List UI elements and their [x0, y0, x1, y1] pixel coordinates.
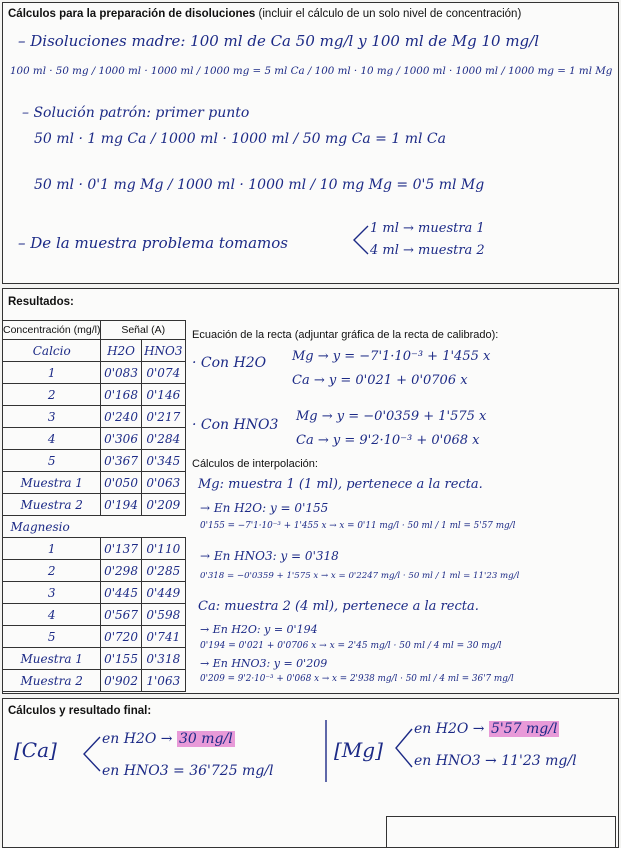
hw-line-madre: – Disoluciones madre: 100 ml de Ca 50 mg/l y 100 ml de Mg 10 mg/l	[18, 32, 540, 50]
table-row	[3, 582, 186, 604]
interp-line: → En H2O: y = 0'194	[200, 623, 318, 636]
cell: 0'240	[101, 406, 141, 428]
cell: 3	[3, 582, 101, 604]
eq-hno3-mg: Mg → y = −0'0359 + 1'575 x	[296, 409, 487, 424]
table-header-row	[3, 321, 186, 340]
cell: 0'318	[141, 648, 185, 670]
section-preparation-title	[8, 8, 521, 20]
cell: 0'298	[101, 560, 141, 582]
cell: 0'284	[141, 428, 185, 450]
hw-line-ca: 50 ml · 1 mg Ca / 1000 ml · 1000 ml / 50 mg Ca = 1 ml Ca	[34, 131, 446, 147]
interp-line: 0'155 = −7'1·10⁻³ + 1'455 x → x = 0'11 mg/l · 50 ml / 1 ml = 5'57 mg/l	[200, 521, 516, 531]
interp-line: 0'194 = 0'021 + 0'0706 x → x = 2'45 mg/l · 50 ml / 4 ml = 30 mg/l	[200, 641, 502, 651]
final-mg-h2o-value: 5'57 mg/l	[490, 721, 558, 737]
cell: 0'074	[141, 362, 185, 384]
interp-line: Ca: muestra 2 (4 ml), pertenece a la recta.	[198, 599, 479, 614]
eq-con-hno3: · Con HNO3	[192, 417, 279, 433]
cell: 0'155	[101, 648, 141, 670]
cell: 5	[3, 626, 101, 648]
table-row	[3, 450, 186, 472]
final-ca-label: [Ca]	[14, 738, 57, 762]
final-mg-label: [Mg]	[334, 738, 383, 762]
cell: 0'567	[101, 604, 141, 626]
cell: 0'598	[141, 604, 185, 626]
table-row	[3, 560, 186, 582]
cell: 0'063	[141, 472, 185, 494]
title-text: Cálculos para la preparación de disoluciones	[8, 8, 256, 20]
table-row	[3, 428, 186, 450]
cell: 2	[3, 384, 101, 406]
cell: 4	[3, 604, 101, 626]
interp-line: → En H2O: y = 0'155	[200, 501, 329, 515]
cell: 0'110	[141, 538, 185, 560]
table-row	[3, 604, 186, 626]
grade-box	[386, 816, 616, 847]
table-row	[3, 406, 186, 428]
table-row	[3, 362, 186, 384]
bracket-ca	[80, 733, 102, 775]
section-results-title: Resultados:	[8, 296, 74, 308]
table-row	[3, 648, 186, 670]
eq-con-h2o: · Con H2O	[192, 355, 267, 371]
cell: 0'345	[141, 450, 185, 472]
table-row	[3, 384, 186, 406]
cell: Muestra 2	[3, 494, 101, 516]
title-note: (incluir el cálculo de un solo nivel de concentración)	[258, 8, 522, 20]
cell: 0'367	[101, 450, 141, 472]
eq-h2o-ca: Ca → y = 0'021 + 0'0706 x	[292, 373, 468, 388]
eq-hno3-ca: Ca → y = 9'2·10⁻³ + 0'068 x	[296, 433, 480, 448]
cell: 0'741	[141, 626, 185, 648]
cell: 2	[3, 560, 101, 582]
results-table	[2, 320, 186, 692]
table-row	[3, 626, 186, 648]
cell: 0'902	[101, 670, 141, 692]
hw-line-muestra2: 4 ml → muestra 2	[370, 243, 485, 258]
bracket-muestra	[350, 222, 370, 258]
cell: 0'083	[101, 362, 141, 384]
interp-line: Mg: muestra 1 (1 ml), pertenece a la recta.	[198, 477, 483, 492]
cell: Muestra 1	[3, 648, 101, 670]
cell: 0'194	[101, 494, 141, 516]
group-label-magnesio: Magnesio	[3, 516, 186, 538]
cell: 5	[3, 450, 101, 472]
final-ca-hno3: en HNO3 = 36'725 mg/l	[102, 763, 274, 779]
cell: 0'209	[141, 494, 185, 516]
cell: Muestra 2	[3, 670, 101, 692]
hw-line-muestra1: 1 ml → muestra 1	[370, 221, 485, 236]
cell: 1	[3, 538, 101, 560]
final-mg-h2o-prefix: en H2O →	[414, 721, 485, 737]
interp-line: 0'209 = 9'2·10⁻³ + 0'068 x → x = 2'938 mg/l · 50 ml / 4 ml = 36'7 mg/l	[200, 674, 514, 684]
cell: Muestra 1	[3, 472, 101, 494]
section-final-title: Cálculos y resultado final:	[8, 705, 152, 717]
interp-line: → En HNO3: y = 0'318	[200, 549, 339, 563]
table-row	[3, 670, 186, 692]
cell: 1	[3, 362, 101, 384]
cell: 0'285	[141, 560, 185, 582]
table-row	[3, 472, 186, 494]
cell: 0'146	[141, 384, 185, 406]
header-signal: Señal (A)	[101, 321, 186, 340]
cell: 0'050	[101, 472, 141, 494]
table-row	[3, 494, 186, 516]
cell: 4	[3, 428, 101, 450]
interpolation-title: Cálculos de interpolación:	[192, 458, 318, 470]
divider-stroke	[322, 718, 330, 784]
cell: 0'445	[101, 582, 141, 604]
cell: 0'168	[101, 384, 141, 406]
final-ca-h2o-value: 30 mg/l	[178, 731, 233, 747]
cell: 0'449	[141, 582, 185, 604]
table-subheader-row	[3, 340, 186, 362]
final-ca-h2o	[102, 732, 235, 746]
final-mg-hno3: en HNO3 → 11'23 mg/l	[414, 753, 577, 769]
equation-title: Ecuación de la recta (adjuntar gráfica de la recta de calibrado):	[192, 329, 499, 341]
cell: 0'720	[101, 626, 141, 648]
hw-line-muestra: – De la muestra problema tomamos	[18, 234, 289, 252]
table-group-magnesio	[3, 516, 186, 538]
interp-line: → En HNO3: y = 0'209	[200, 657, 328, 670]
final-mg-h2o	[414, 722, 559, 736]
subheader-hno3: HNO3	[141, 340, 185, 362]
subheader-h2o: H2O	[101, 340, 141, 362]
cell: 0'137	[101, 538, 141, 560]
subheader-calcio: Calcio	[3, 340, 101, 362]
hw-line-mg: 50 ml · 0'1 mg Mg / 1000 ml · 1000 ml / 10 mg Mg = 0'5 ml Mg	[34, 177, 485, 193]
interp-line: 0'318 = −0'0359 + 1'575 x → x = 0'2247 mg/l · 50 ml / 1 ml = 11'23 mg/l	[200, 571, 520, 581]
bracket-mg	[392, 725, 414, 771]
hw-line-patron: – Solución patrón: primer punto	[22, 105, 250, 121]
hw-line-calc-madre: 100 ml · 50 mg / 1000 ml · 1000 ml / 1000 mg = 5 ml Ca / 100 ml · 10 mg / 1000 ml · 1000 ml / 1000 mg = 1 ml Mg	[10, 65, 613, 77]
eq-h2o-mg: Mg → y = −7'1·10⁻³ + 1'455 x	[292, 349, 491, 364]
cell: 0'306	[101, 428, 141, 450]
header-concentration: Concentración (mg/l)	[3, 321, 101, 340]
final-ca-h2o-prefix: en H2O →	[102, 731, 173, 747]
table-row	[3, 538, 186, 560]
cell: 3	[3, 406, 101, 428]
cell: 0'217	[141, 406, 185, 428]
cell: 1'063	[141, 670, 185, 692]
